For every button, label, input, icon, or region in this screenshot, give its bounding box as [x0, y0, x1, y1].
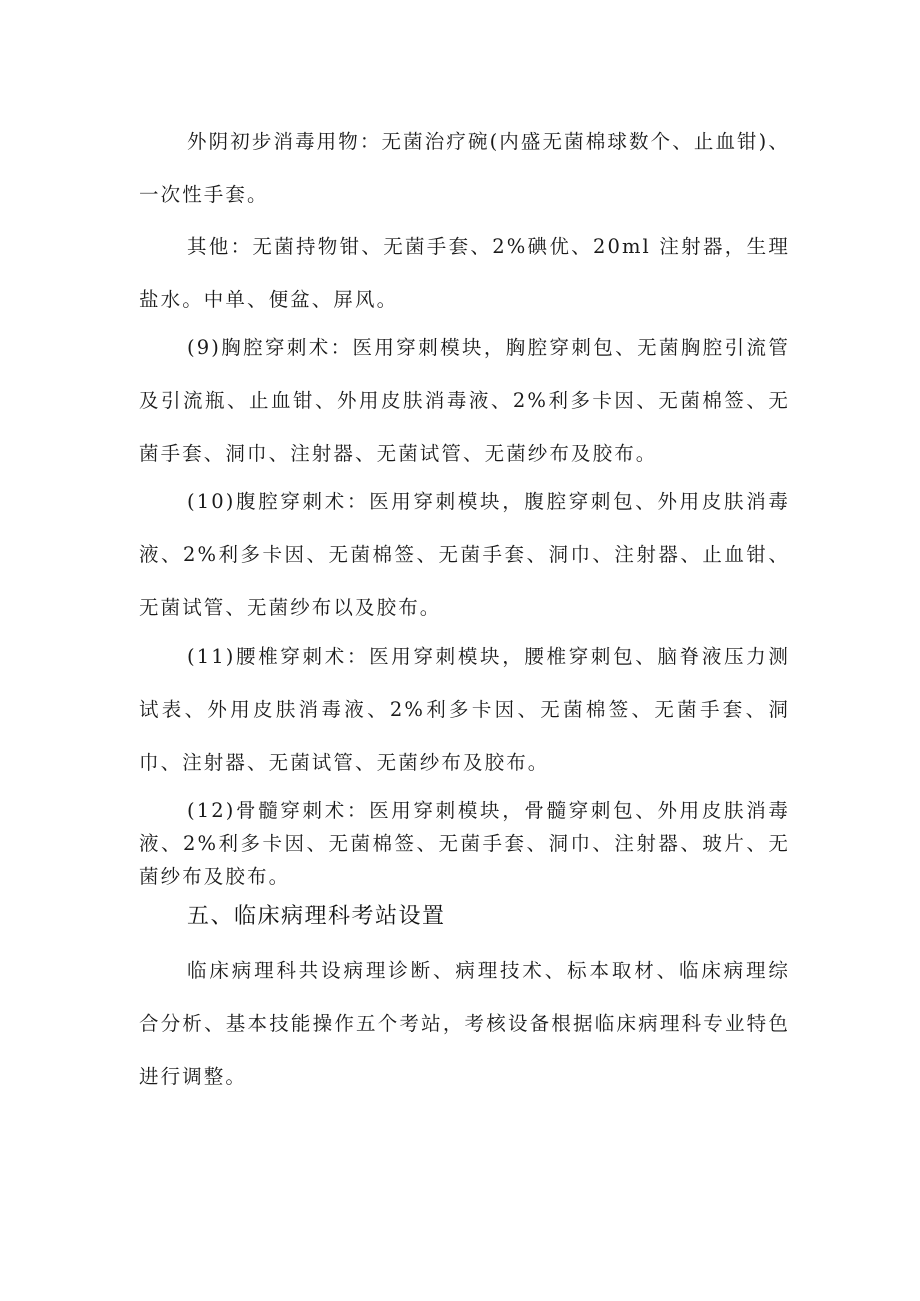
paragraph-bone-marrow-puncture: (12)骨髓穿刺术：医用穿刺模块，骨髓穿刺包、外用皮肤消毒液、2%利多卡因、无菌棉签、无菌手套、洞巾、注射器、玻片、无菌纱布及胶布。	[139, 799, 790, 888]
paragraph-thoracentesis: (9)胸腔穿刺术：医用穿刺模块，胸腔穿刺包、无菌胸腔引流管及引流瓶、止血钳、外用皮肤消毒液、2%利多卡因、无菌棉签、无菌手套、洞巾、注射器、无菌试管、无菌纱布及胶布。	[139, 336, 790, 465]
paragraph-vulva-disinfection: 外阴初步消毒用物：无菌治疗碗(内盛无菌棉球数个、止血钳)、一次性手套。	[139, 130, 790, 206]
section-heading: 五、临床病理科考站设置	[187, 904, 446, 929]
paragraph-abdominal-paracentesis: (10)腹腔穿刺术：医用穿刺模块，腹腔穿刺包、外用皮肤消毒液、2%利多卡因、无菌棉签、无菌手套、洞巾、注射器、止血钳、无菌试管、无菌纱布以及胶布。	[139, 490, 790, 619]
paragraph-lumbar-puncture: (11)腰椎穿刺术：医用穿刺模块，腰椎穿刺包、脑脊液压力测试表、外用皮肤消毒液、2%利多卡因、无菌棉签、无菌手套、洞巾、注射器、无菌试管、无菌纱布及胶布。	[139, 645, 790, 774]
paragraph-others: 其他：无菌持物钳、无菌手套、2%碘优、20ml 注射器，生理盐水。中单、便盆、屏风。	[139, 235, 790, 311]
section-body-paragraph: 临床病理科共设病理诊断、病理技术、标本取材、临床病理综合分析、基本技能操作五个考站，考核设备根据临床病理科专业特色进行调整。	[139, 959, 790, 1088]
